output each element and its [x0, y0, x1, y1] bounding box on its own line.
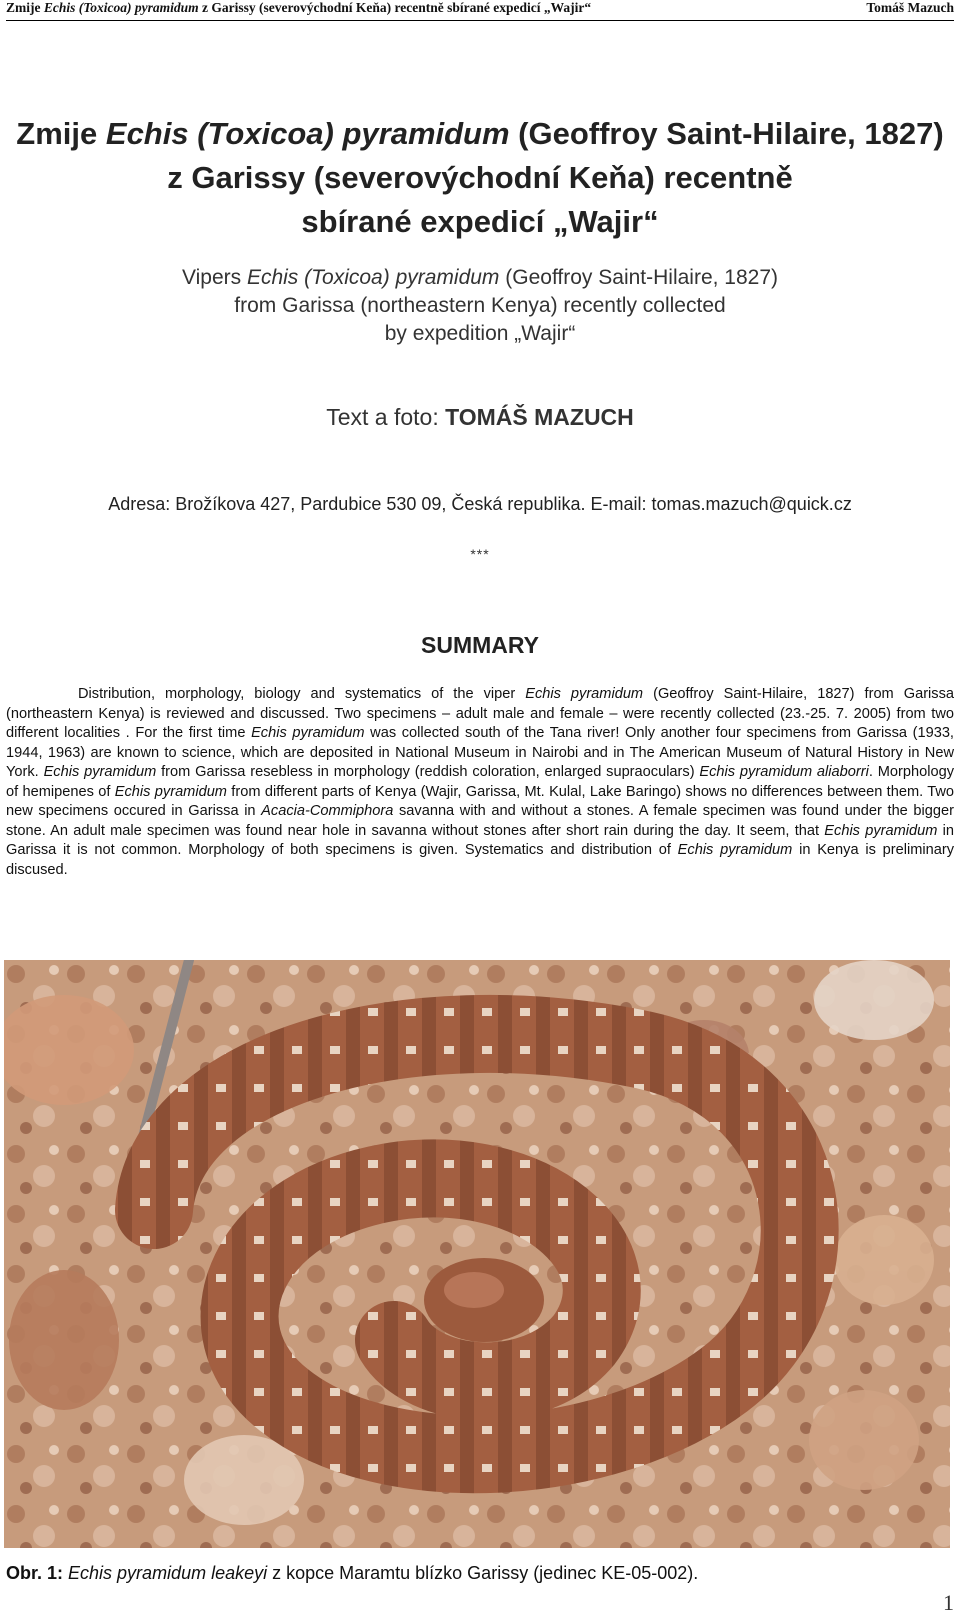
- page-number: 1: [943, 1590, 954, 1615]
- author-line: Text a foto: TOMÁŠ MAZUCH: [326, 404, 634, 430]
- summary-heading: SUMMARY: [421, 632, 539, 658]
- article-title: Zmije Echis (Toxicoa) pyramidum (Geoffroy Saint-Hilaire, 1827) z Garissy (severovýchodní Keňa) recentně sbírané expedicí „Wajir“: [16, 116, 944, 239]
- figure-caption: Obr. 1: Echis pyramidum leakeyi z kopce Maramtu blízko Garissy (jedinec KE-05-002).: [6, 1563, 699, 1583]
- running-header-author: Tomáš Mazuch: [866, 0, 954, 15]
- snake-photo: [4, 960, 950, 1548]
- running-header: [6, 0, 954, 21]
- summary-paragraph: Distribution, morphology, biology and systematics of the viper Echis pyramidum (Geoffroy Saint-Hilaire, 1827) from Garissa (northeastern Kenya) is reviewed and discussed. Two specimens – adult male and female – were recently collected (23.-25. 7. 2005) from two different localities . For the first time Echis pyramidum was collected south of the Tana river! Only another four specimens from Garissa (1933, 1944, 1963) are known to science, which are deposited in National Museum in Nairobi and in The American Museum of Natural History in New York. Echis pyramidum from Garissa resebless in morphology (reddish coloration, enlarged supraoculars) Echis pyramidum aliaborri. Morphology of hemipenes of Echis pyramidum from different parts of Kenya (Wajir, Garissa, Mt. Kulal, Lake Baringo) shows no differences between them. Two new specimens occured in Garissa in Acacia-Commiphora savanna with and without a stones. A female specimen was found under the bigger stone. An adult male specimen was found near hole in savanna without stones after short rain during the day. It seem, that Echis pyramidum in Garissa it is not common. Morphology of both specimens is given. Systematics and distribution of Echis pyramidum in Kenya is preliminary discused.: [6, 686, 955, 878]
- figure-label: Obr. 1:: [6, 1563, 64, 1583]
- article-subtitle: Vipers Echis (Toxicoa) pyramidum (Geoffroy Saint-Hilaire, 1827) from Garissa (northeastern Kenya) recently collected by expedition „Wajir“: [181, 266, 779, 345]
- author-name: TOMÁŠ MAZUCH: [445, 404, 634, 430]
- section-separator: ***: [470, 546, 490, 562]
- author-address: Adresa: Brožíkova 427, Pardubice 530 09, Česká republika. E-mail: tomas.mazuch@quick.cz: [108, 494, 852, 514]
- running-header-title: Zmije Echis (Toxicoa) pyramidum z Garissy (severovýchodní Keňa) recentně sbírané expedicí „Wajir“: [6, 0, 592, 15]
